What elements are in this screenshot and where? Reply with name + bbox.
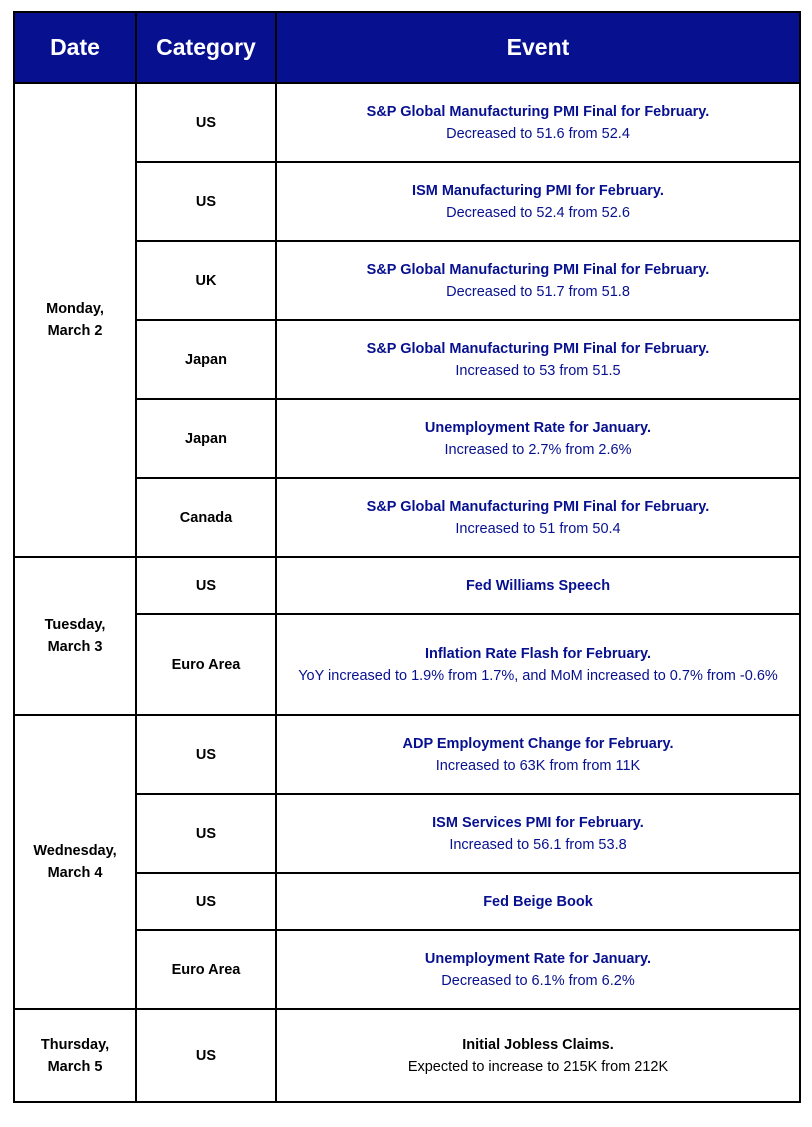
date-cell-monday: [14, 83, 136, 557]
table-row: [14, 715, 800, 794]
event-detail: Increased to 51 from 50.4: [455, 520, 621, 537]
event-cell: [276, 162, 800, 241]
event-title: Unemployment Rate for January.: [424, 950, 652, 967]
category-cell: Japan: [136, 320, 276, 399]
event-cell: [276, 873, 800, 930]
date-day: March 2: [47, 323, 103, 339]
date-cell-tuesday: [14, 557, 136, 715]
date-cell-thursday: [14, 1009, 136, 1102]
category-cell: Euro Area: [136, 930, 276, 1009]
date-weekday: Monday,: [46, 301, 104, 317]
event-title: S&P Global Manufacturing PMI Final for February.: [366, 103, 710, 120]
event-title: ADP Employment Change for February.: [402, 735, 674, 752]
date-day: March 3: [47, 639, 103, 655]
category-cell: Japan: [136, 399, 276, 478]
date-cell-wednesday: [14, 715, 136, 1009]
event-detail: Increased to 2.7% from 2.6%: [444, 441, 632, 458]
event-detail: Increased to 56.1 from 53.8: [449, 836, 627, 853]
table-row: [14, 557, 800, 614]
event-detail: Increased to 53 from 51.5: [455, 362, 621, 379]
event-title: Fed Beige Book: [483, 893, 593, 910]
category-cell: UK: [136, 241, 276, 320]
event-cell: [276, 320, 800, 399]
category-cell: US: [136, 794, 276, 873]
event-title: Initial Jobless Claims.: [462, 1036, 614, 1053]
event-detail: Expected to increase to 215K from 212K: [407, 1058, 669, 1075]
date-weekday: Tuesday,: [44, 617, 106, 633]
category-cell: Canada: [136, 478, 276, 557]
event-title: S&P Global Manufacturing PMI Final for February.: [366, 261, 710, 278]
event-title: S&P Global Manufacturing PMI Final for February.: [366, 498, 710, 515]
event-detail: Decreased to 52.4 from 52.6: [446, 204, 630, 221]
event-cell: [276, 930, 800, 1009]
event-detail: Increased to 63K from from 11K: [435, 757, 641, 774]
event-title: ISM Services PMI for February.: [432, 814, 644, 831]
date-day: March 4: [47, 865, 103, 881]
category-cell: US: [136, 1009, 276, 1102]
event-detail: Decreased to 6.1% from 6.2%: [441, 972, 635, 989]
event-title: ISM Manufacturing PMI for February.: [412, 182, 664, 199]
economic-calendar-table: [13, 11, 801, 1103]
date-day: March 5: [47, 1058, 103, 1075]
category-cell: US: [136, 83, 276, 162]
date-weekday: Thursday,: [40, 1036, 110, 1053]
event-cell: [276, 83, 800, 162]
event-detail: Decreased to 51.7 from 51.8: [446, 283, 630, 300]
event-cell: [276, 794, 800, 873]
table-row: [14, 1009, 800, 1102]
category-cell: Euro Area: [136, 614, 276, 715]
header-date: Date: [14, 12, 136, 83]
event-title: Unemployment Rate for January.: [424, 419, 652, 436]
event-cell: [276, 478, 800, 557]
event-title: Fed Williams Speech: [465, 577, 611, 594]
event-cell: [276, 557, 800, 614]
event-detail: Decreased to 51.6 from 52.4: [446, 125, 630, 142]
header-row: [14, 12, 800, 83]
event-cell: [276, 399, 800, 478]
event-cell: [276, 1009, 800, 1102]
table-row: [14, 83, 800, 162]
event-title: S&P Global Manufacturing PMI Final for February.: [366, 340, 710, 357]
header-event: Event: [276, 12, 800, 83]
category-cell: US: [136, 873, 276, 930]
header-category: Category: [136, 12, 276, 83]
event-cell: [276, 614, 800, 715]
event-cell: [276, 241, 800, 320]
category-cell: US: [136, 557, 276, 614]
event-cell: [276, 715, 800, 794]
event-detail: YoY increased to 1.9% from 1.7%, and MoM increased to 0.7% from -0.6%: [298, 667, 778, 684]
category-cell: US: [136, 715, 276, 794]
event-title: Inflation Rate Flash for February.: [424, 645, 652, 662]
date-weekday: Wednesday,: [33, 843, 117, 859]
category-cell: US: [136, 162, 276, 241]
